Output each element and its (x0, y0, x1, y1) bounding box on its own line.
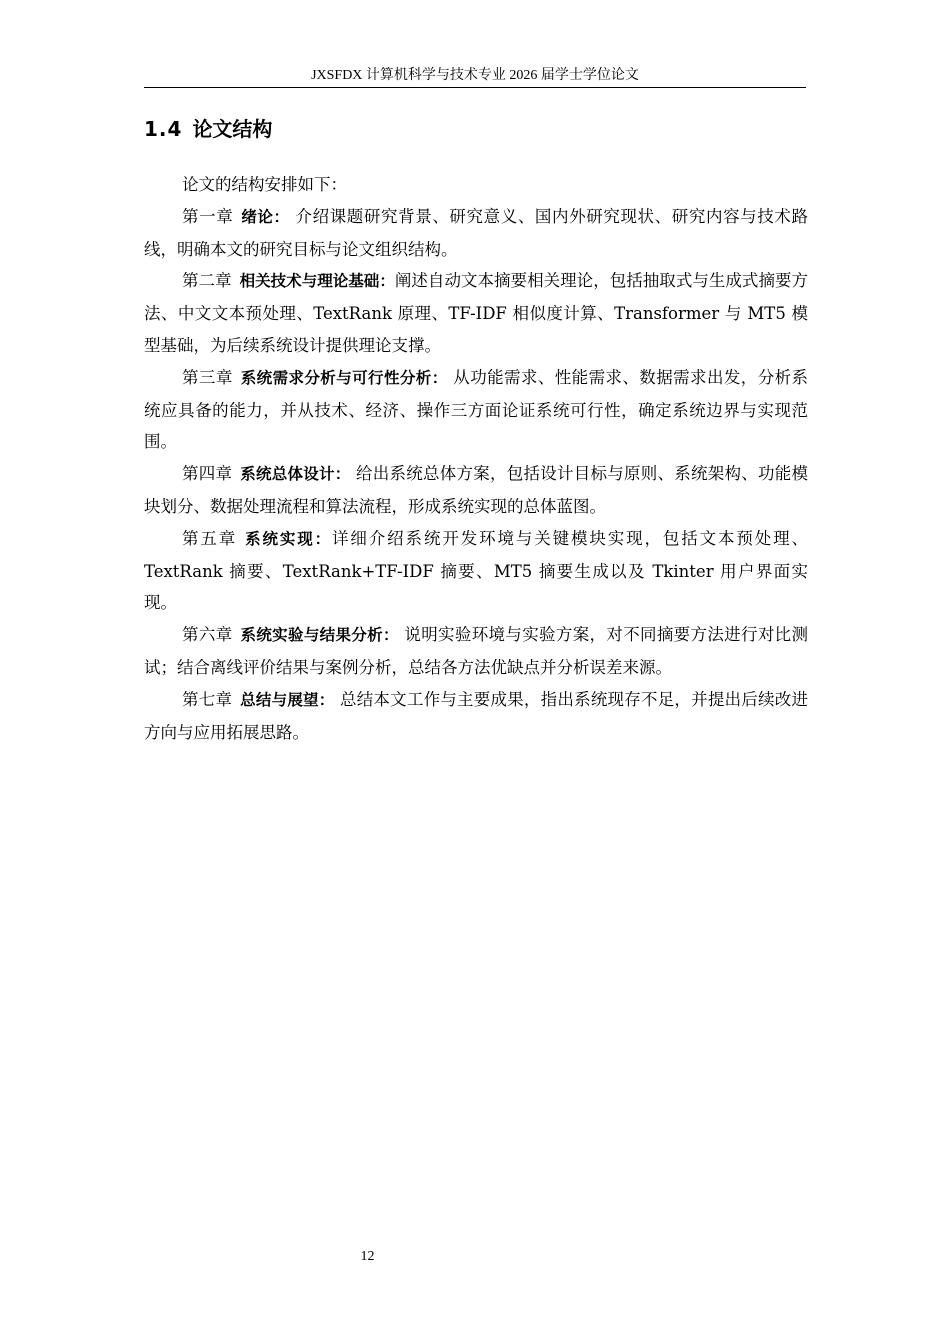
chapter-paragraph-3 (144, 362, 808, 458)
running-header: JXSFDX 计算机科学与技术专业 2026 届学士学位论文 (311, 68, 639, 83)
intro-paragraph: 论文的结构安排如下： (182, 175, 347, 194)
chapter-description: 总结本文工作与主要成果，指出系统现存不足，并提出后续改进方向与应用拓展思路。 (144, 689, 808, 742)
chapter-title: 系统需求分析与可行性分析： (240, 368, 448, 387)
chapter-paragraph-1 (144, 201, 808, 266)
chapter-label: 第六章 (182, 625, 233, 645)
header-divider (144, 87, 806, 88)
chapter-paragraph-2 (144, 265, 808, 361)
chapter-description: 说明实验环境与实验方案，对不同摘要方法进行对比测试；结合离线评价结果与案例分析，总结各方法优缺点并分析误差来源。 (144, 625, 808, 677)
chapter-label: 第二章 (182, 271, 232, 291)
chapter-label: 第一章 (182, 206, 234, 226)
chapter-description: 阐述自动文本摘要相关理论，包括抽取式与生成式摘要方法、中文文本预处理、TextRank 原理、TF-IDF 相似度计算、Transformer 与 MT5 模型基础，为后续系统设计提供理论支撑。 (144, 271, 809, 355)
chapter-title: 系统总体设计： (240, 465, 351, 484)
chapter-title: 系统实验与结果分析： (240, 626, 399, 645)
chapter-description: 介绍课题研究背景、研究意义、国内外研究现状、研究内容与技术路线，明确本文的研究目标与论文组织结构。 (144, 206, 808, 259)
chapter-description: 从功能需求、性能需求、数据需求出发，分析系统应具备的能力，并从技术、经济、操作三方面论证系统可行性，确定系统边界与实现范围。 (144, 367, 809, 452)
chapter-title: 绪论： (241, 207, 290, 226)
section-title: 论文结构 (192, 117, 273, 141)
section-number: 1.4 (144, 117, 183, 141)
chapter-label: 第三章 (182, 367, 233, 387)
chapter-paragraph-7 (144, 684, 808, 749)
chapter-label: 第七章 (182, 689, 233, 709)
chapter-label: 第四章 (182, 464, 233, 484)
section-heading (144, 114, 272, 144)
page-number: 12 (360, 1249, 375, 1264)
chapter-description: 给出系统总体方案，包括设计目标与原则、系统架构、功能模块划分、数据处理流程和算法流程，形成系统实现的总体蓝图。 (144, 464, 808, 516)
chapter-title: 相关技术与理论基础： (239, 272, 395, 291)
chapter-paragraph-6 (144, 619, 808, 684)
chapter-paragraph-5 (144, 523, 808, 619)
chapter-paragraph-4 (144, 458, 808, 523)
chapter-label: 第五章 (182, 528, 238, 548)
chapter-title: 总结与展望： (240, 690, 335, 709)
chapter-description: 详细介绍系统开发环境与关键模块实现，包括文本预处理、TextRank 摘要、TextRank+TF-IDF 摘要、MT5 摘要生成以及 Tkinter 用户界面实现。 (144, 528, 809, 613)
chapter-title: 系统实现： (245, 529, 333, 548)
document-body (144, 169, 808, 748)
